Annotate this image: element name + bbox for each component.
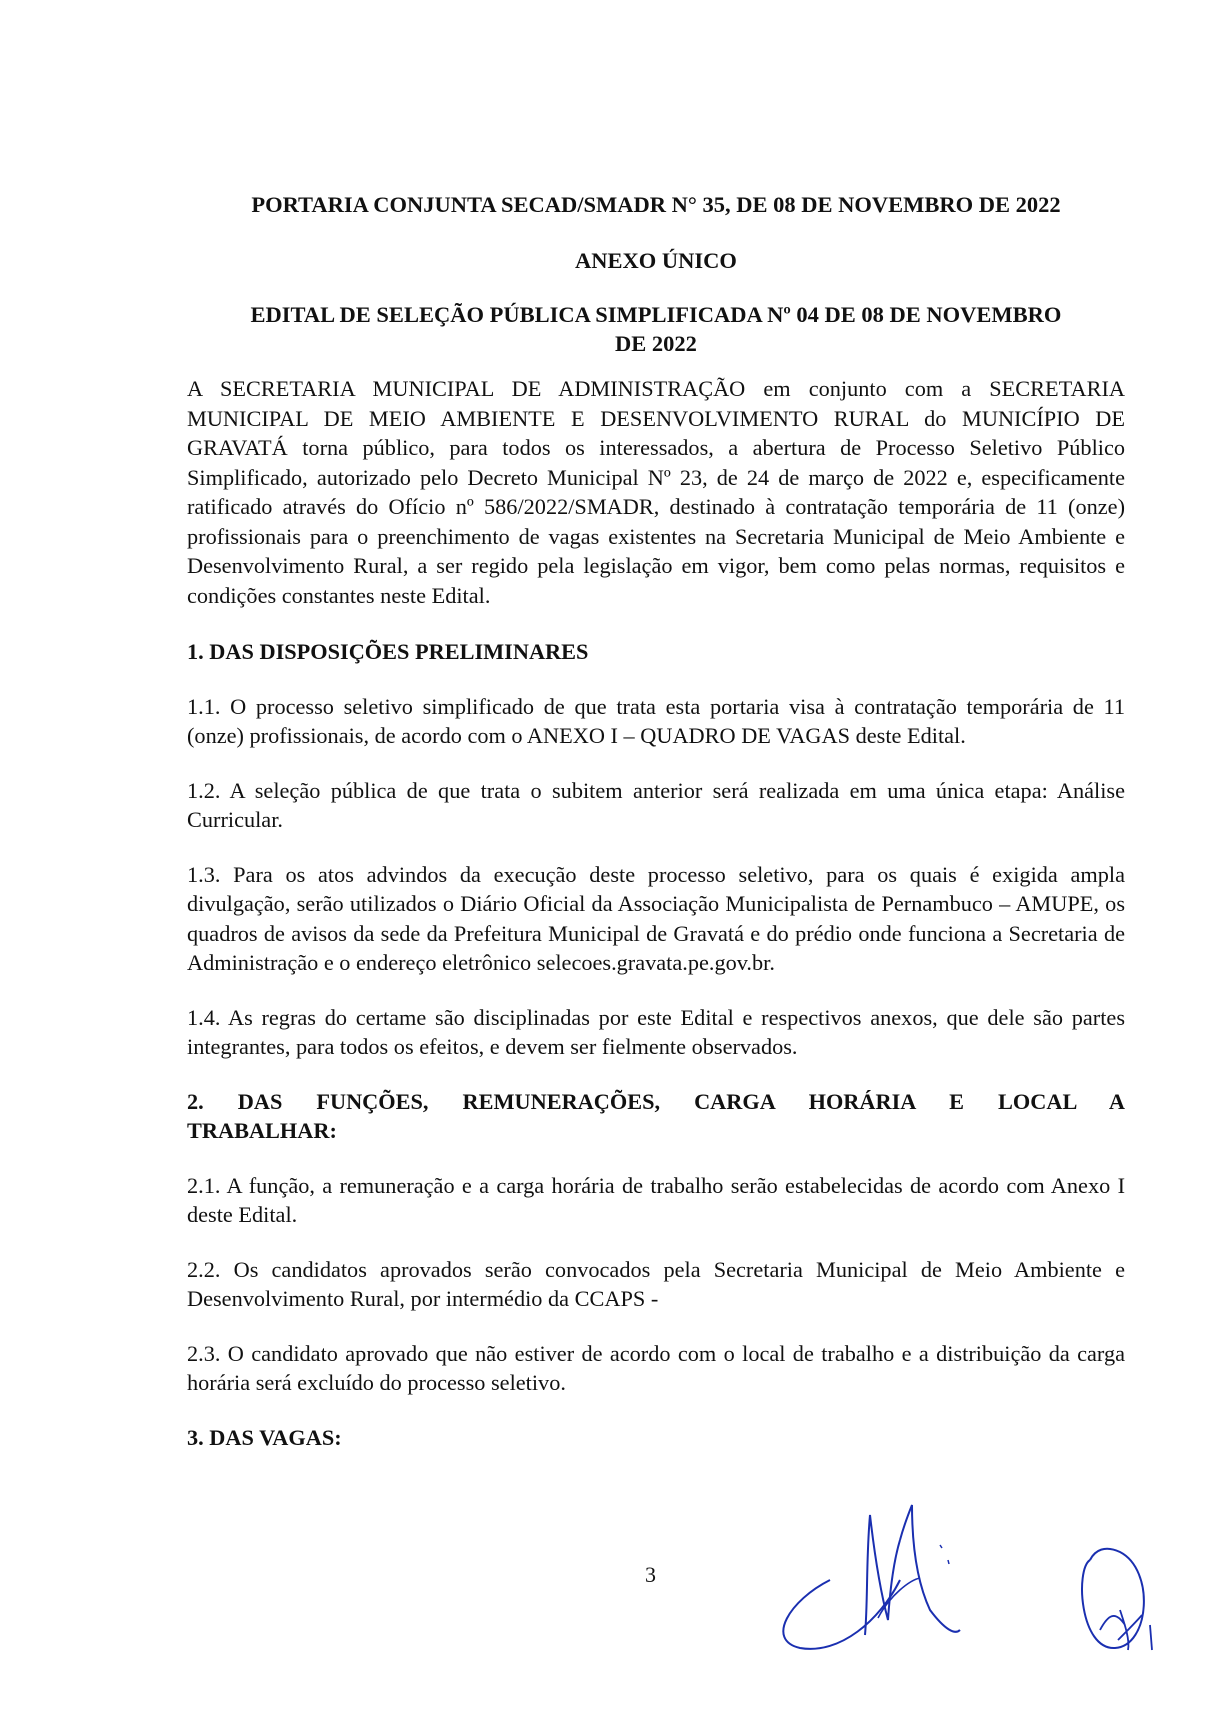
portaria-title: PORTARIA CONJUNTA SECAD/SMADR N° 35, DE 08 DE NOVEMBRO DE 2022 <box>251 192 1061 217</box>
item-2-2: 2.2. Os candidatos aprovados serão convocados pela Secretaria Municipal de Meio Ambiente e Desenvolvimento Rural, por intermédio da CCAPS - <box>187 1256 1125 1311</box>
anexo-title: ANEXO ÚNICO <box>575 247 737 273</box>
item-2-1: 2.1. A função, a remuneração e a carga horária de trabalho serão estabelecidas de acordo com Anexo I deste Edital. <box>187 1172 1125 1227</box>
signature-1 <box>770 1500 980 1650</box>
item-2-3: 2.3. O candidato aprovado que não estiver de acordo com o local de trabalho e a distribuição da carga horária será excluído do processo seletivo. <box>187 1340 1125 1395</box>
section-3-heading: 3. DAS VAGAS: <box>187 1424 342 1450</box>
edital-title-line1: EDITAL DE SELEÇÃO PÚBLICA SIMPLIFICADA Nº 04 DE 08 DE NOVEMBRO <box>250 302 1062 327</box>
signature-2 <box>1070 1530 1165 1660</box>
document-body <box>187 190 1125 1477</box>
item-1-2: 1.2. A seleção pública de que trata o subitem anterior será realizada em uma única etapa: Análise Curricular. <box>187 777 1125 832</box>
page-number: 3 <box>645 1562 656 1587</box>
section-1-heading: 1. DAS DISPOSIÇÕES PRELIMINARES <box>187 639 589 664</box>
item-1-1: 1.1. O processo seletivo simplificado de que trata esta portaria visa à contratação temporária de 11 (onze) profissionais, de acordo com o ANEXO I – QUADRO DE VAGAS deste Edital. <box>187 693 1125 748</box>
intro-paragraph: A SECRETARIA MUNICIPAL DE ADMINISTRAÇÃO em conjunto com a SECRETARIA MUNICIPAL DE MEIO AMBIENTE E DESENVOLVIMENTO RURAL do MUNICÍPIO DE GRAVATÁ torna público, para todos os interessados, a abertura de Processo Seletivo Público Simplificado, autorizado pelo Decreto Municipal Nº 23, de 24 de março de 2022 e, especificamente ratificado através do Ofício nº 586/2022/SMADR, destinado à contratação temporária de 11 (onze) profissionais para o preenchimento de vagas existentes na Secretaria Municipal de Meio Ambiente e Desenvolvimento Rural, a ser regido pela legislação em vigor, bem como pelas normas, requisitos e condições constantes neste Edital. <box>187 376 1125 608</box>
edital-title-line2: DE 2022 <box>615 331 697 356</box>
item-1-4: 1.4. As regras do certame são disciplinadas por este Edital e respectivos anexos, que dele são partes integrantes, para todos os efeitos, e devem ser fielmente observados. <box>187 1004 1125 1059</box>
item-1-3: 1.3. Para os atos advindos da execução deste processo seletivo, para os quais é exigida ampla divulgação, serão utilizados o Diário Oficial da Associação Municipalista de Pernambuco – AMUPE, os quadros de avisos da sede da Prefeitura Municipal de Gravatá e do prédio onde funciona a Secretaria de Administração e o endereço eletrônico selecoes.gravata.pe.gov.br. <box>187 861 1125 975</box>
section-2-heading: 2. DAS FUNÇÕES, REMUNERAÇÕES, CARGA HORÁRIA E LOCAL A TRABALHAR: <box>187 1088 1125 1143</box>
edital-title <box>187 300 1125 358</box>
